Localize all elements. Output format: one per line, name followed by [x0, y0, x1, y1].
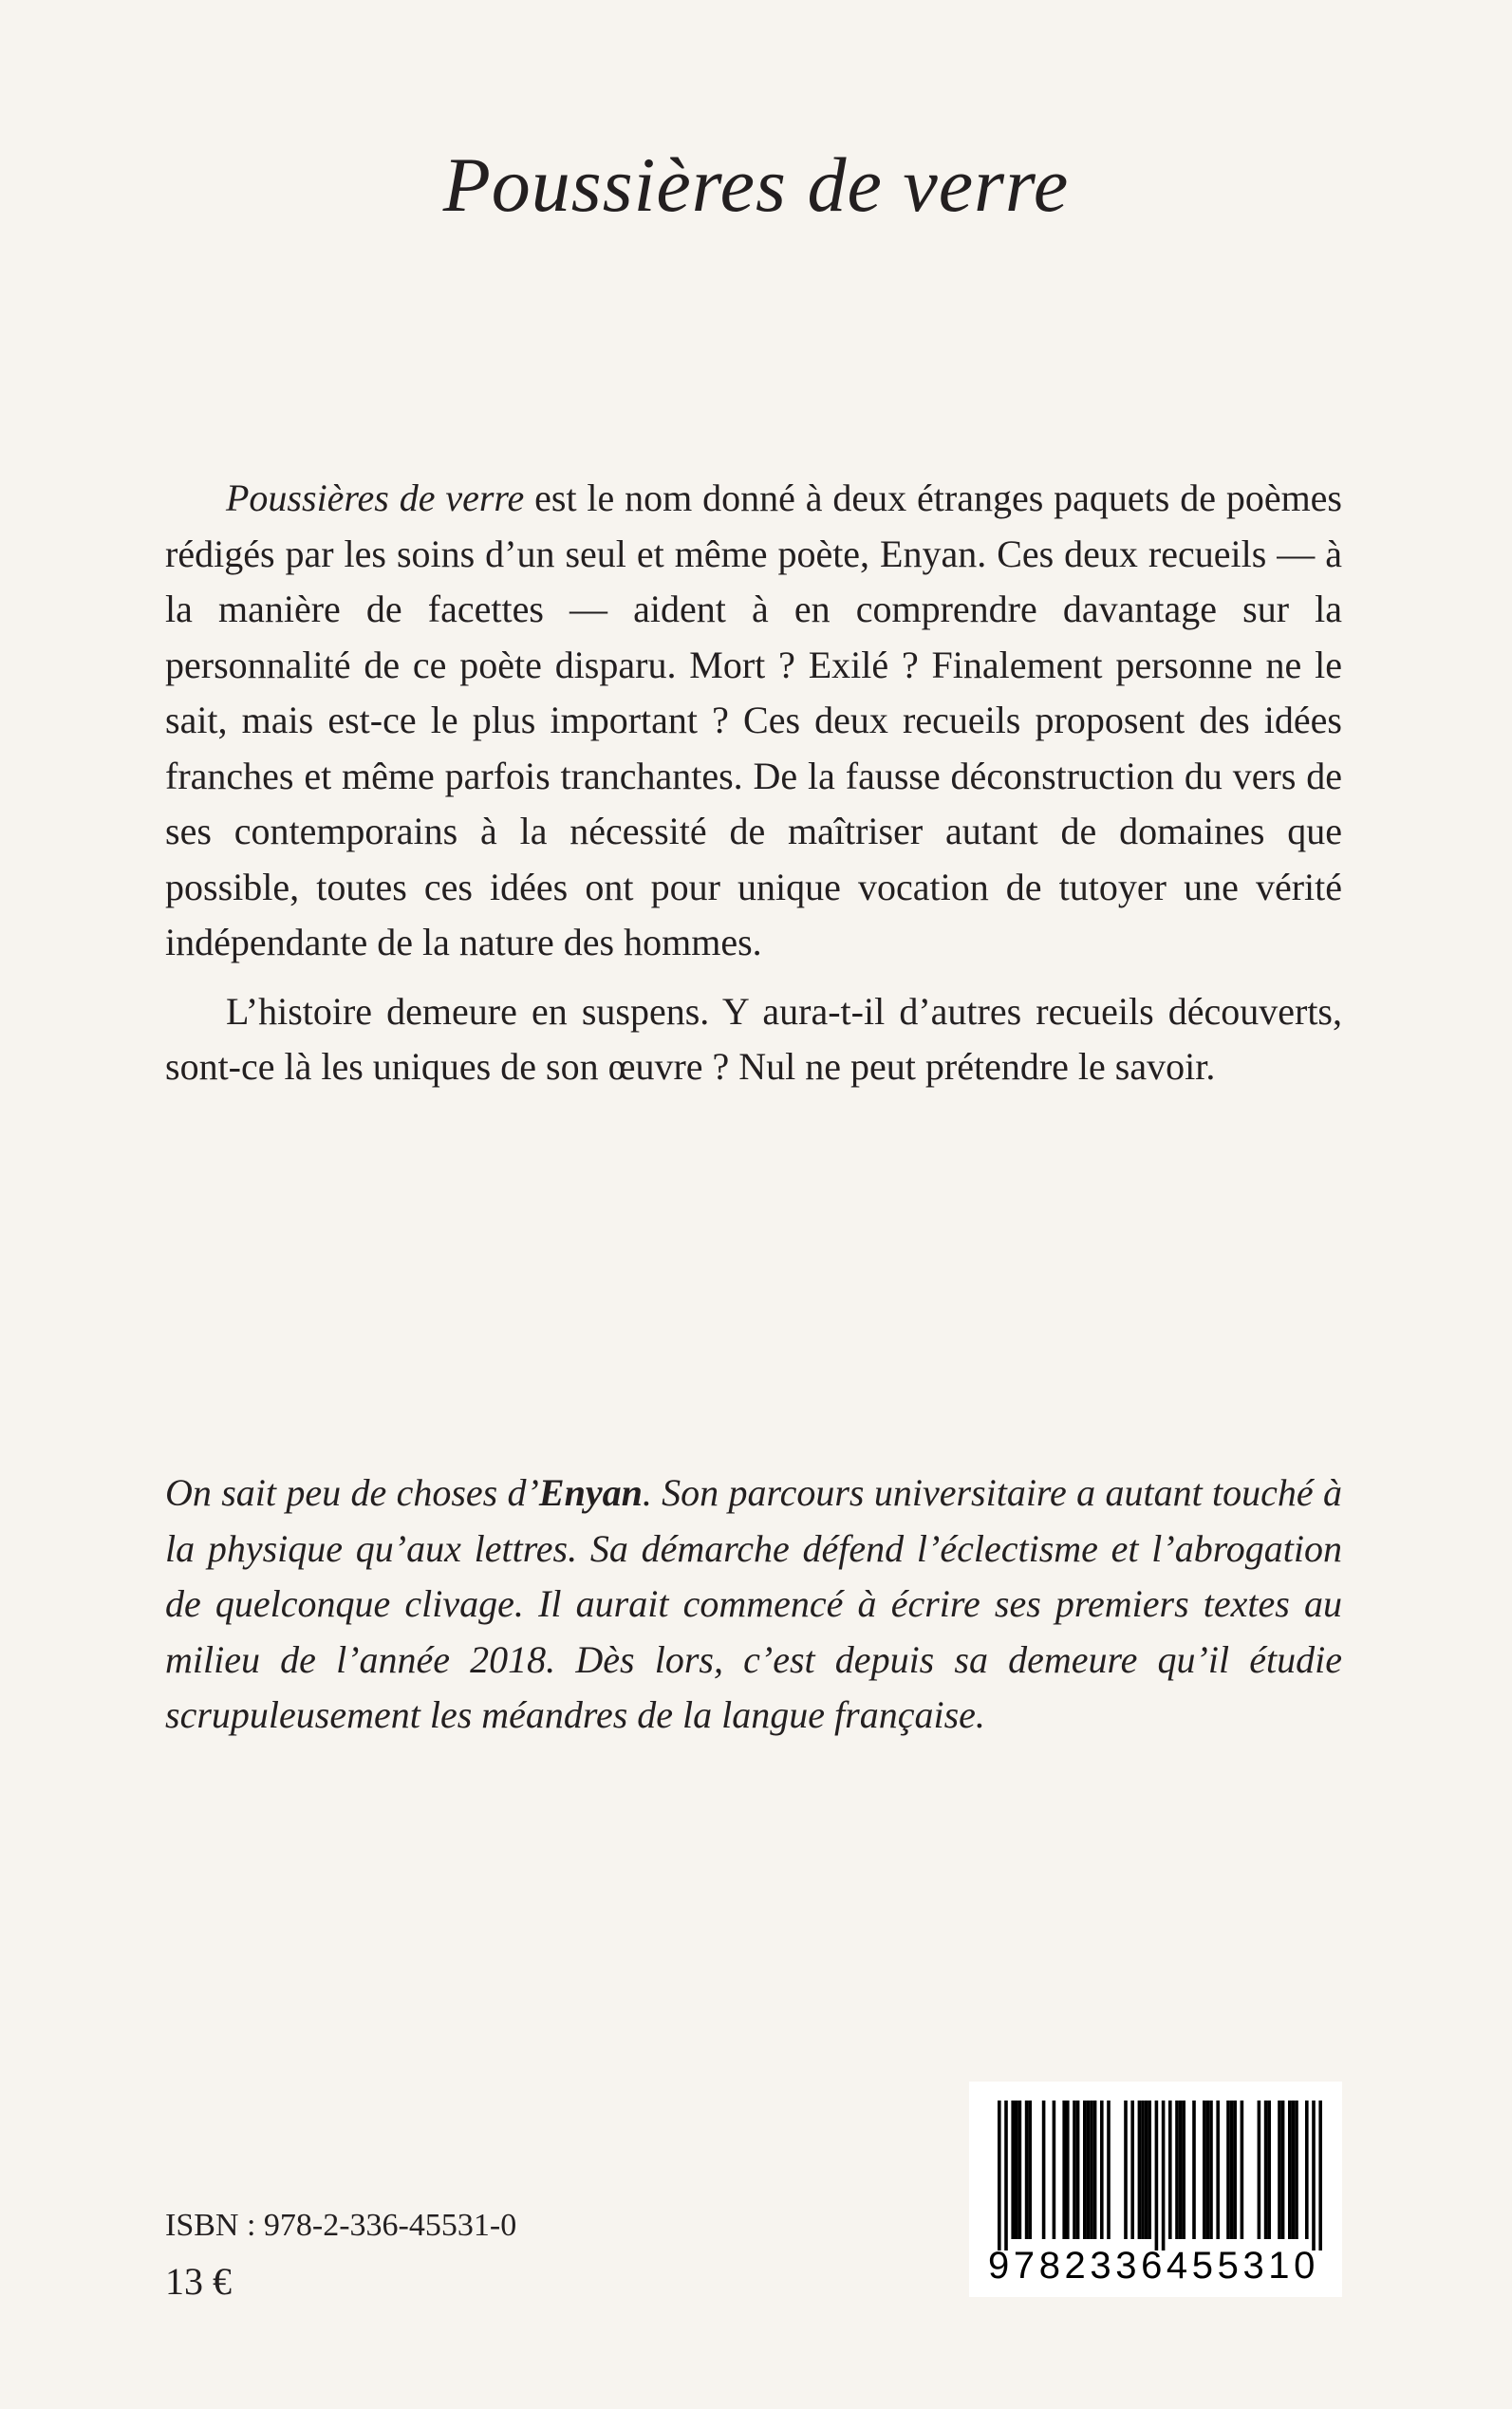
- barcode-bar: [1281, 2101, 1285, 2239]
- barcode-bar: [1053, 2101, 1056, 2239]
- barcode-bar: [1011, 2101, 1015, 2239]
- barcode-bar: [1168, 2101, 1172, 2239]
- barcode-bar: [1076, 2101, 1080, 2239]
- barcode-bar: [1015, 2101, 1018, 2239]
- barcode-bar: [1226, 2101, 1230, 2239]
- barcode-guard-bar: [1318, 2101, 1322, 2250]
- blurb-paragraph-1-text: est le nom donné à deux étranges paquets de poèmes rédigés par les soins d’un seul et même poète, Enyan. Ces deux recueils — à la manière de facettes — aident à en comprendre davantage sur la personnalité de ce poète disparu. Mort ? Exilé ? Finalement personne ne le sait, mais est-ce le plus important ? Ces deux recueils proposent des idées franches et même parfois tranchantes. De la fausse déconstruction du vers de ses contemporains à la nécessité de maîtriser autant de domaines que possible, toutes ces idées ont pour unique vocation de tutoyer une vérité indépendante de la nature des hommes.: [165, 476, 1343, 963]
- barcode-bar: [1267, 2101, 1271, 2239]
- barcode-bar: [1209, 2101, 1213, 2239]
- barcode-bar: [1175, 2101, 1179, 2239]
- barcode-bar: [1295, 2101, 1298, 2239]
- barcode-bar: [1148, 2101, 1151, 2239]
- barcode-bar: [1292, 2101, 1296, 2239]
- barcode-guard-bar: [1155, 2101, 1159, 2250]
- barcode-bar: [1138, 2101, 1142, 2239]
- barcode-bars: [969, 2082, 1342, 2252]
- barcode-bar: [1241, 2101, 1244, 2239]
- barcode-bar: [1073, 2101, 1076, 2239]
- barcode: [969, 2082, 1342, 2297]
- barcode-bar: [1042, 2101, 1046, 2239]
- blurb-book-title: Poussières de verre: [226, 476, 525, 519]
- barcode-bar: [1107, 2101, 1111, 2239]
- barcode-bar: [1203, 2101, 1206, 2239]
- barcode-bar: [1278, 2101, 1281, 2239]
- barcode-bar: [1062, 2101, 1066, 2239]
- barcode-bar: [1087, 2101, 1091, 2239]
- author-bio: [165, 1466, 1342, 1744]
- barcode-guard-bar: [1312, 2101, 1316, 2250]
- barcode-bar: [1100, 2101, 1104, 2239]
- barcode-bar: [1145, 2101, 1148, 2239]
- barcode-guard-bar: [998, 2101, 1001, 2250]
- isbn-label: ISBN : 978-2-336-45531-0: [165, 2208, 517, 2243]
- barcode-digits: 9782336455310: [988, 2245, 1319, 2287]
- barcode-bar: [1025, 2101, 1029, 2239]
- barcode-bar: [1182, 2101, 1185, 2239]
- barcode-bar: [1264, 2101, 1268, 2239]
- barcode-bar: [1258, 2101, 1261, 2239]
- author-name: Enyan: [538, 1471, 643, 1514]
- barcode-bar: [1305, 2101, 1309, 2239]
- barcode-bar: [1288, 2101, 1292, 2239]
- barcode-bar: [1093, 2101, 1097, 2239]
- barcode-guard-bar: [1162, 2101, 1166, 2250]
- price-label: 13 €: [165, 2260, 232, 2303]
- author-bio-lead: On sait peu de choses d’: [165, 1471, 539, 1514]
- barcode-bar: [1230, 2101, 1234, 2239]
- barcode-bar: [1130, 2101, 1134, 2239]
- barcode-bar: [1124, 2101, 1128, 2239]
- barcode-bar: [1179, 2101, 1183, 2239]
- barcode-guard-bar: [1004, 2101, 1008, 2250]
- blurb-paragraph-1: [165, 471, 1342, 971]
- barcode-bar: [1141, 2101, 1145, 2239]
- barcode-bar: [1216, 2101, 1220, 2239]
- author-bio-text: . Son parcours universitaire a autant touché à la physique qu’aux lettres. Sa démarche défend l’éclectisme et l’abrogation de quelconque clivage. Il aurait commencé à écrire ses premiers textes au milieu de l’année 2018. Dès lors, c’est depuis sa demeure qu’il étudie scrupuleusement les méandres de la langue française.: [165, 1471, 1342, 1736]
- barcode-bar: [1233, 2101, 1237, 2239]
- barcode-bar: [1090, 2101, 1093, 2239]
- book-title: Poussières de verre: [442, 141, 1070, 228]
- barcode-bar: [1028, 2101, 1032, 2239]
- barcode-bar: [1018, 2101, 1022, 2239]
- back-cover-blurb: [165, 471, 1342, 1095]
- barcode-bar: [1083, 2101, 1087, 2239]
- blurb-paragraph-2: L’histoire demeure en suspens. Y aura-t-il d’autres recueils découverts, sont-ce là les uniques de son œuvre ? Nul ne peut prétendre le savoir.: [165, 989, 1342, 1088]
- barcode-bar: [1066, 2101, 1070, 2239]
- barcode-bar: [1206, 2101, 1210, 2239]
- barcode-bar: [1192, 2101, 1196, 2239]
